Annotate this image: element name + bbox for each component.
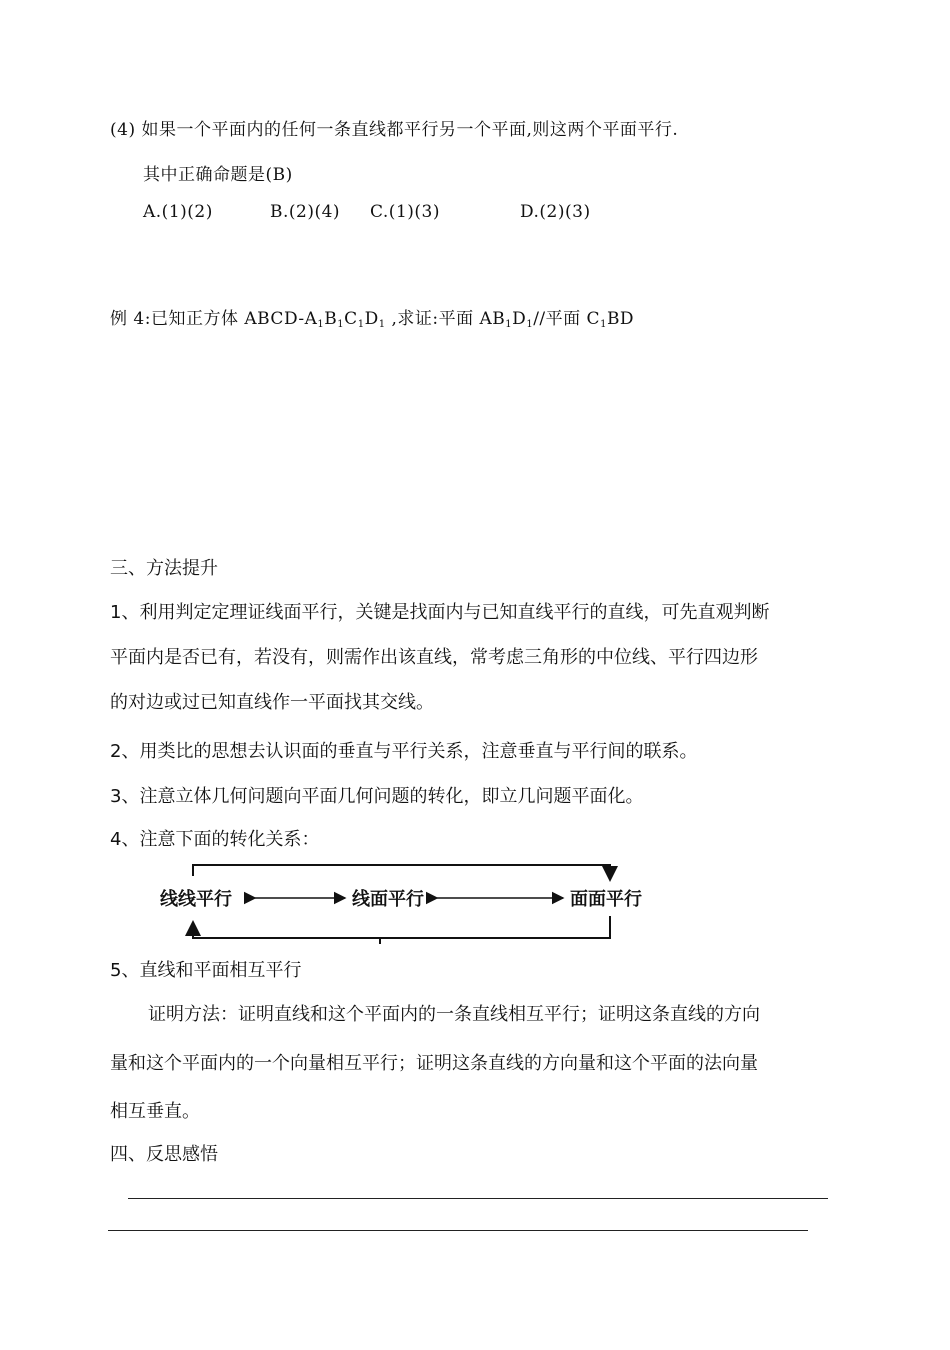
option-b: B.(2)(4) xyxy=(270,202,341,222)
method-3: 3、注意立体几何问题向平面几何问题的转化，即立几问题平面化。 xyxy=(110,786,644,807)
method-1-line-2: 平面内是否已有，若没有，则需作出该直线，常考虑三角形的中位线、平行四边形 xyxy=(110,647,758,668)
section-3-title: 三、方法提升 xyxy=(110,558,218,579)
answer-line-2 xyxy=(108,1230,808,1231)
option-d: D.(2)(3) xyxy=(520,202,591,222)
diagram-label-plane-plane: 面面平行 xyxy=(570,889,642,910)
option-a: A.(1)(2) xyxy=(143,202,213,222)
method-5-line-3: 相互垂直。 xyxy=(110,1101,200,1122)
method-5-line-1: 证明方法：证明直线和这个平面内的一条直线相互平行；证明这条直线的方向 xyxy=(148,1004,760,1025)
diagram-label-line-plane: 线面平行 xyxy=(352,889,424,910)
method-5-line-2: 量和这个平面内的一个向量相互平行；证明这条直线的方向量和这个平面的法向量 xyxy=(110,1053,758,1074)
method-4: 4、注意下面的转化关系： xyxy=(110,829,320,850)
method-5: 5、直线和平面相互平行 xyxy=(110,960,302,981)
section-4-title: 四、反思感悟 xyxy=(110,1144,218,1165)
diagram-label-line-line: 线线平行 xyxy=(160,889,232,910)
example-4: 例 4:已知正方体 ABCD-$A_1B_1C_1D_1$ ,求证:平面 $AB_1D_1//$平面 $C_1BD$ xyxy=(110,309,635,330)
answer-line-1 xyxy=(128,1198,828,1199)
transformation-diagram xyxy=(155,862,655,946)
method-1-line-1: 1、利用判定定理证线面平行，关键是找面内与已知直线平行的直线，可先直观判断 xyxy=(110,602,770,623)
method-2: 2、用类比的思想去认识面的垂直与平行关系，注意垂直与平行间的联系。 xyxy=(110,741,698,762)
option-c: C.(1)(3) xyxy=(370,202,440,222)
method-1-line-3: 的对边或过已知直线作一平面找其交线。 xyxy=(110,692,434,713)
correct-answer-line: 其中正确命题是(B) xyxy=(143,165,293,185)
proposition-4: (4) 如果一个平面内的任何一条直线都平行另一个平面,则这两个平面平行. xyxy=(110,120,679,140)
